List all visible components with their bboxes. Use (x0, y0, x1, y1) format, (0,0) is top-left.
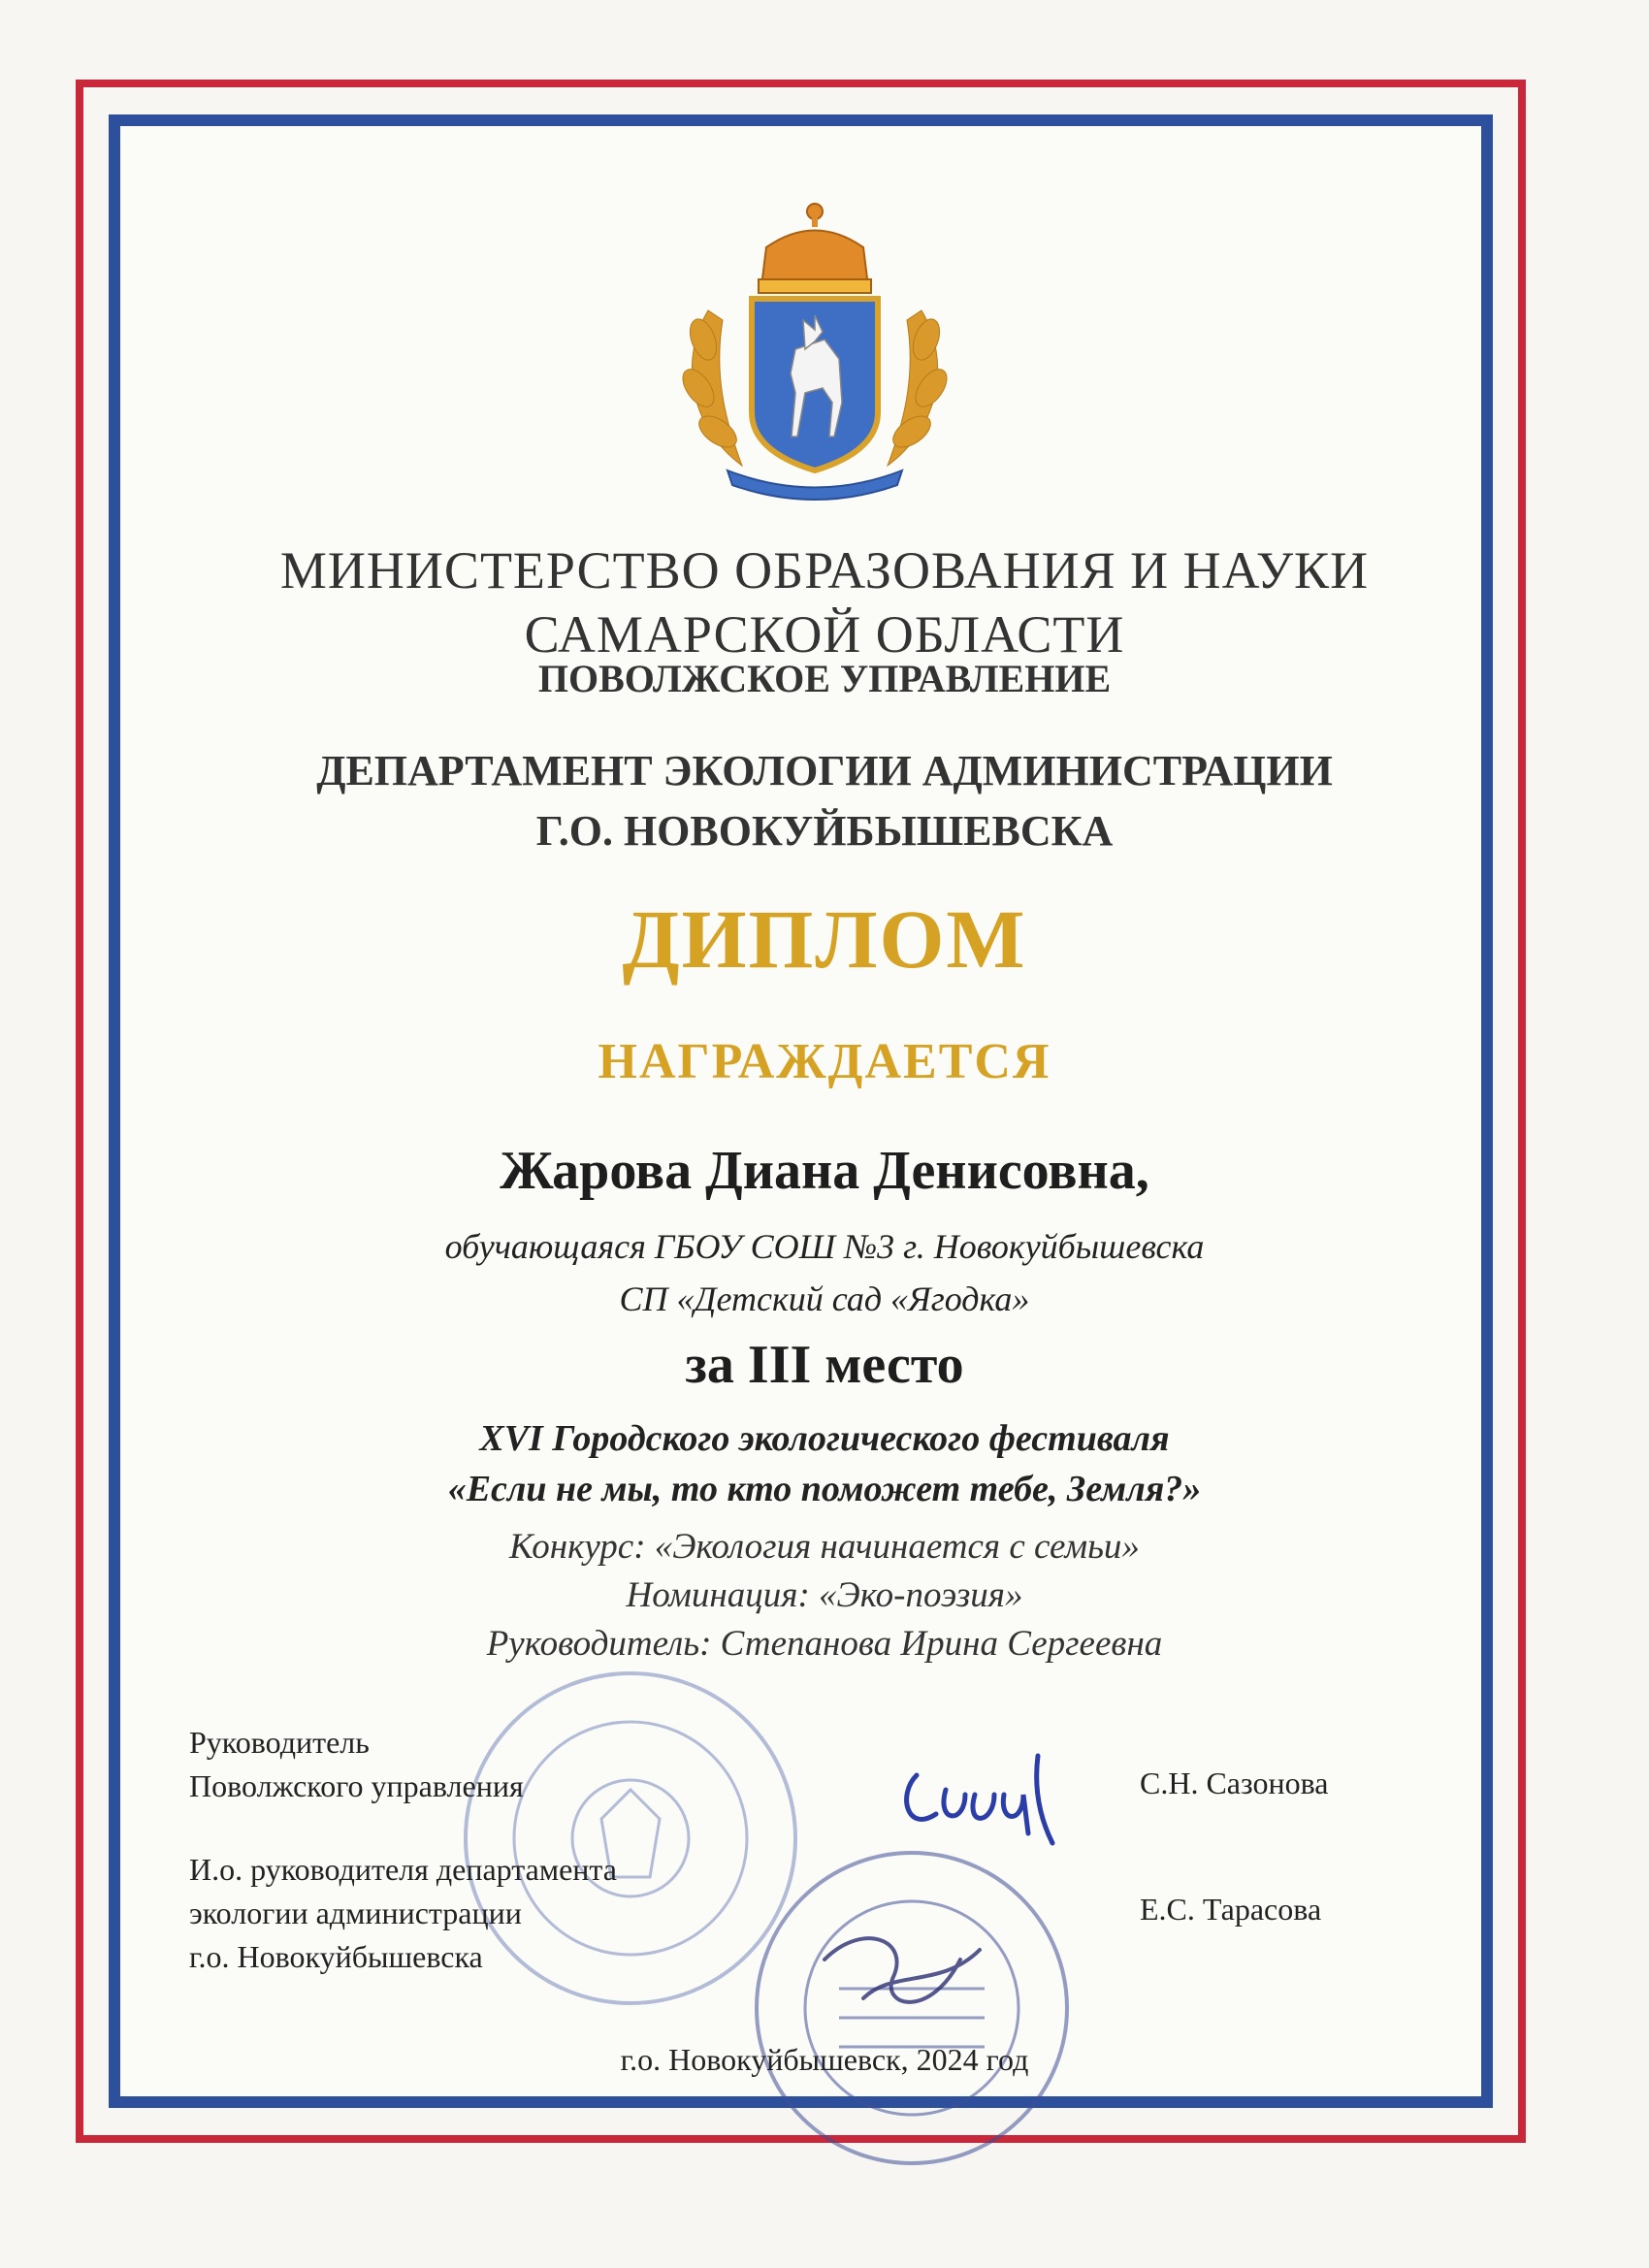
signature-1-position-line-1: Руководитель (189, 1725, 370, 1760)
administration-title: ПОВОЛЖСКОЕ УПРАВЛЕНИЕ (537, 657, 1112, 700)
ministry-line-1: МИНИСТЕРСТВО ОБРАЗОВАНИЯ И НАУКИ (279, 541, 1370, 599)
contest-details (0, 1523, 1649, 1669)
ministry-title (0, 538, 1649, 666)
signature-2-position-line-3: г.о. Новокуйбышевска (189, 1939, 483, 1974)
school-line-1: обучающаяся ГБОУ СОШ №3 г. Новокуйбышевска (444, 1227, 1205, 1266)
contest-name: Конкурс: «Экология начинается с семьи» (509, 1527, 1140, 1567)
signature-1-position (189, 1721, 524, 1808)
festival-line-2: «Если не мы, то кто поможет тебе, Земля?» (447, 1469, 1202, 1509)
diploma-title: ДИПЛОМ (622, 892, 1027, 986)
award-place: за III место (685, 1335, 964, 1395)
department-line-1: ДЕПАРТАМЕНТ ЭКОЛОГИИ АДМИНИСТРАЦИИ (316, 747, 1333, 794)
festival-line-1: XVI Городского экологического фестиваля (479, 1418, 1170, 1459)
coat-of-arms-emblem (669, 194, 960, 504)
signature-1-name: С.Н. Сазонова (1140, 1766, 1329, 1800)
signature-2-position (189, 1848, 617, 1979)
signature-1-position-line-2: Поволжского управления (189, 1768, 524, 1803)
signature-2-position-line-1: И.о. руководителя департамента (189, 1852, 617, 1887)
department-title (0, 741, 1649, 861)
school-info (0, 1220, 1649, 1325)
ministry-line-2: САМАРСКОЙ ОБЛАСТИ (524, 605, 1125, 664)
festival-name (0, 1413, 1649, 1514)
school-line-2: СП «Детский сад «Ягодка» (619, 1280, 1030, 1318)
signature-2-position-line-2: экологии администрации (189, 1895, 522, 1930)
awarded-heading: НАГРАЖДАЕТСЯ (598, 1034, 1051, 1089)
supervisor-name: Руководитель: Степанова Ирина Сергеевна (486, 1624, 1163, 1664)
nomination-name: Номинация: «Эко-поэзия» (626, 1575, 1023, 1615)
recipient-name: Жарова Диана Денисовна, (500, 1141, 1149, 1201)
signature-2-name: Е.С. Тарасова (1140, 1892, 1322, 1927)
department-line-2: Г.О. НОВОКУЙБЫШЕВСКА (535, 807, 1114, 855)
footer-place-year: г.о. Новокуйбышевск, 2024 год (620, 2042, 1029, 2077)
